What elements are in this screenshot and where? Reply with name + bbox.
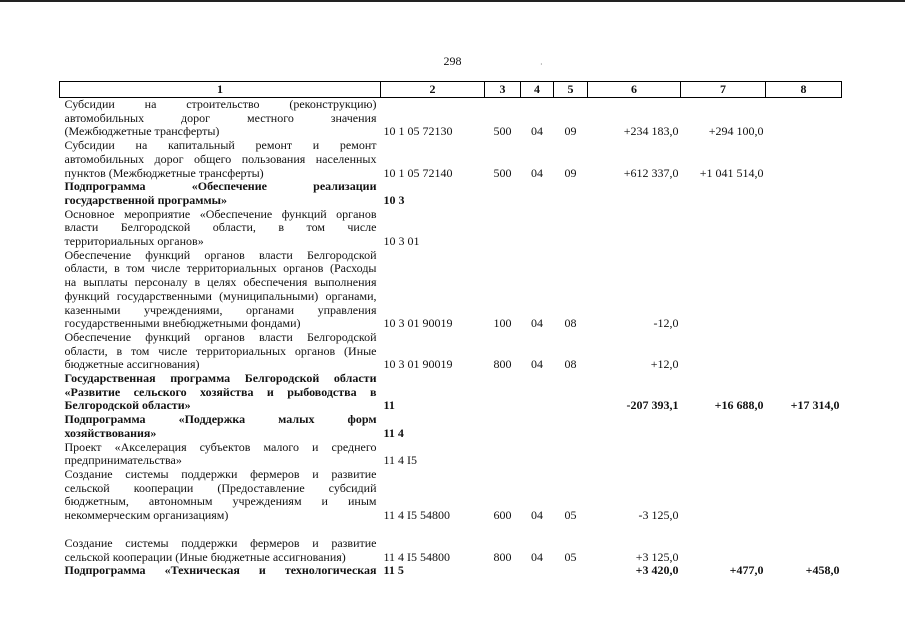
amount-year-2: +1 041 514,0 [699,165,764,180]
section: 04 [531,316,543,331]
row-description [60,208,381,249]
table-row [60,249,842,331]
description-line: функций государственными (муниципальными) органами, [64,288,377,303]
budget-code: 10 1 05 72140 [383,165,453,180]
section: 04 [531,165,543,180]
amount-year-3 [766,249,842,331]
description-line: казенными учреждениями, органами управления [64,302,377,317]
description-line: Подпрограмма «Техническая и технологическая [64,563,377,578]
description-line: бюджетным, автономным учреждениям и иным [64,494,377,509]
amount-year-1: +612 337,0 [623,165,679,180]
description-line: Основное мероприятие «Обеспечение функций органов [64,206,377,221]
description-line: автомобильных дорог общего пользования населенных [64,151,377,166]
header-row [60,82,842,98]
description-line: Субсидии на строительство (реконструкцию) [64,97,377,111]
row-description [60,468,381,523]
section [521,208,554,249]
section: 04 [531,549,543,564]
table-row [60,468,842,523]
expense-type [485,413,521,440]
description-line: «Развитие сельского хозяйства и рыбоводства в [64,384,377,399]
amount-year-2 [681,413,766,440]
section [521,441,554,468]
table-row [60,564,842,578]
description-line: Обеспечение функций органов власти Белгородской [64,247,377,262]
section [521,180,554,207]
budget-code: 11 4 I5 54800 [383,508,451,523]
spacer-row [60,523,842,537]
amount-year-2 [681,249,766,331]
table-row [60,413,842,440]
table-row [60,139,842,180]
page-number: 298 [443,54,462,68]
amount-year-3 [766,537,842,564]
amount-year-2 [681,331,766,372]
expense-type [485,564,521,578]
description-line: Государственная программа Белгородской области [64,371,377,386]
subsection: 08 [564,316,577,331]
amount-year-3 [766,98,842,140]
subsection [554,208,588,249]
section [521,564,554,578]
section: 04 [531,124,543,139]
budget-code: 10 3 01 [383,234,420,249]
expense-type [485,441,521,468]
amount-year-1: +3 420,0 [635,563,679,578]
description-line: хозяйствования» [64,425,157,440]
table-row [60,537,842,564]
amount-year-1: +234 183,0 [623,124,679,139]
row-description [60,372,381,413]
amount-year-2 [681,468,766,523]
expense-type: 800 [493,549,512,564]
description-line: Подпрограмма «Поддержка малых форм [64,412,377,427]
description-line: территориальных органов» [64,234,204,249]
expense-type: 500 [493,124,512,139]
amount-year-2: +477,0 [729,563,764,578]
amount-year-3 [766,441,842,468]
expense-type: 500 [493,165,512,180]
amount-year-1: -12,0 [653,316,679,331]
budget-code: 11 [383,398,395,413]
row-description [60,537,381,564]
row-description [60,413,381,440]
description-line: некоммерческим организациям) [64,508,229,523]
subsection [554,564,588,578]
description-line: Проект «Акселерация субъектов малого и среднего [64,439,377,454]
description-line: Создание системы поддержки фермеров и развитие [64,535,377,550]
subsection: 09 [564,124,577,139]
budget-code: 10 3 [383,192,405,207]
subsection: 08 [564,357,577,372]
col-header: 3 [485,82,521,98]
amount-year-1 [588,413,681,440]
description-line: Создание системы поддержки фермеров и развитие [64,466,377,481]
amount-year-3 [766,413,842,440]
description-line: пунктов (Межбюджетные трансферты) [64,165,264,180]
row-description [60,139,381,180]
expense-type: 100 [493,316,512,331]
description-line: бюджетные ассигнования) [64,357,200,372]
row-description [60,98,381,140]
budget-code: 10 1 05 72130 [383,124,453,139]
table-row [60,331,842,372]
budget-table [59,81,842,578]
expense-type [485,180,521,207]
expense-type [485,372,521,413]
amount-year-1 [588,180,681,207]
amount-year-3 [766,208,842,249]
amount-year-2 [681,441,766,468]
section [521,413,554,440]
col-header: 2 [381,82,485,98]
row-description [60,564,381,578]
description-line: сельской кооперации (Предоставление субсидий [64,480,377,495]
amount-year-3 [766,180,842,207]
top-border-line [0,0,905,2]
expense-type: 800 [493,357,512,372]
budget-code: 11 4 [383,425,404,440]
amount-year-3 [766,331,842,372]
description-line: государственными внебюджетными фондами) [64,316,301,331]
description-line: Субсидии на капитальный ремонт и ремонт [64,138,377,153]
budget-code: 11 4 I5 [383,453,418,468]
col-header: 7 [681,82,766,98]
expense-type: 600 [493,508,512,523]
section [521,372,554,413]
subsection: 05 [564,508,577,523]
col-header: 8 [766,82,842,98]
amount-year-1: -207 393,1 [626,398,679,413]
amount-year-2: +16 688,0 [714,398,764,413]
subsection [554,372,588,413]
description-line: власти Белгородской области, в том числе [64,220,377,235]
amount-year-2 [681,180,766,207]
subsection [554,413,588,440]
section: 04 [531,508,543,523]
description-line: на выплаты персоналу в целях обеспечения выполнения [64,275,377,290]
amount-year-1: -3 125,0 [638,508,679,523]
table-row [60,208,842,249]
amount-year-1 [588,208,681,249]
description-line: области, в том числе территориальных органов (Иные [64,343,377,358]
amount-year-3 [766,468,842,523]
subsection: 09 [564,165,577,180]
col-header: 5 [554,82,588,98]
table-row [60,180,842,207]
table-row [60,441,842,468]
col-header: 1 [60,82,381,98]
table-row [60,372,842,413]
row-description [60,180,381,207]
amount-year-1: +12,0 [650,357,679,372]
description-line: автомобильных дорог местного значения [64,110,377,125]
amount-year-1 [588,441,681,468]
stray-mark: · [540,60,543,69]
subsection [554,180,588,207]
row-description [60,331,381,372]
description-line: предпринимательства» [64,453,182,468]
amount-year-2: +294 100,0 [708,124,764,139]
description-line: (Межбюджетные трансферты) [64,124,220,139]
amount-year-2 [681,208,766,249]
col-header: 4 [521,82,554,98]
row-description [60,441,381,468]
amount-year-3 [766,139,842,180]
budget-code: 11 4 I5 54800 [383,549,451,564]
description-line: Обеспечение функций органов власти Белгородской [64,329,377,344]
row-description [60,249,381,331]
section: 04 [531,357,543,372]
description-line: государственной программы» [64,192,228,207]
col-header: 6 [588,82,681,98]
amount-year-3: +17 314,0 [790,398,840,413]
description-line: области, в том числе территориальных органов (Расходы [64,261,377,276]
amount-year-1: +3 125,0 [635,549,679,564]
description-line: Белгородской области» [64,398,191,413]
budget-code: 10 3 01 90019 [383,357,453,372]
description-line: сельской кооперации (Иные бюджетные ассигнования) [64,549,346,564]
subsection [554,441,588,468]
subsection: 05 [564,549,577,564]
expense-type [485,208,521,249]
budget-code: 11 5 [383,563,404,578]
amount-year-2 [681,537,766,564]
description-line: Подпрограмма «Обеспечение реализации [64,179,377,194]
amount-year-3: +458,0 [805,563,840,578]
budget-code: 10 3 01 90019 [383,316,453,331]
table-row [60,98,842,140]
